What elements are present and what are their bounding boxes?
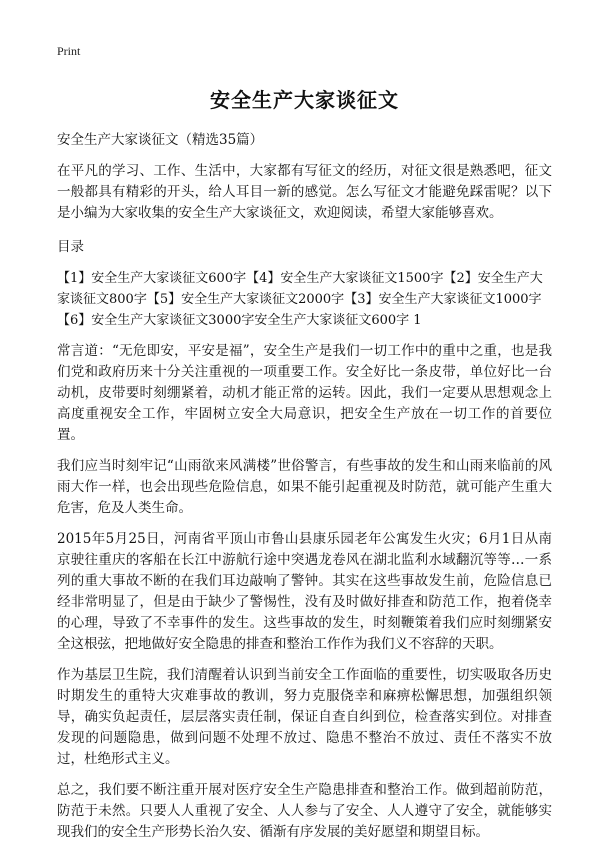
toc-item-3[interactable]: 【3】安全生产大家谈征文1000字 xyxy=(344,292,542,307)
toc-item-2[interactable]: 【2】安全生产大家谈征文800字 xyxy=(57,271,543,307)
body-paragraph-3: 2015年5月25日，河南省平顶山市鲁山县康乐园老年公寓发生火灾；6月1日从南京驶往重庆的客船在长江中游航行途中突遇龙卷风在湖北监利水域翻沉等等…一系列的重大事故不断的在我们耳边敲响了警钟。其实在这些事故发生前，危险信息已经非常明显了，但是由于缺少了警惕性，没有及时做好排查和防范工作，抱着侥幸的心理，导致了不幸事件的发生。这些事故的发生，时刻鞭策着我们应时刻绷紧安全这根弦，把地做好安全隐患的排查和整治工作作为我们义不容辞的天职。 xyxy=(57,531,552,652)
toc-item-4[interactable]: 【4】安全生产大家谈征文1500字 xyxy=(246,271,444,286)
body-paragraph-1: 常言道：“无危即安，平安是福”，安全生产是我们一切工作中的重中之重，也是我们党和政府历来十分关注重视的一项重要工作。安全好比一条皮带，单位好比一台动机，皮带要时刻绷紧着，动机才能正常的运转。因此，我们一定要从思想观念上高度重视安全工作，牢固树立安全大局意识，把安全生产放在一切工作的首要位置。 xyxy=(57,343,552,443)
toc-item-6[interactable]: 【6】安全生产大家谈征文3000字 xyxy=(57,313,255,328)
toc-item-5[interactable]: 【5】安全生产大家谈征文2000字 xyxy=(146,292,345,307)
print-link[interactable]: Print xyxy=(57,44,81,58)
body-paragraph-5: 总之，我们要不断注重开展对医疗安全生产隐患排查和整治工作。做到超前防范，防范于未然。只要人人重视了安全、人人参与了安全、人人遵守了安全，就能够实现我们的安全生产形势长治久安、循渐有序发展的美好愿望和期望目标。 xyxy=(57,782,552,840)
section-heading-1: 安全生产大家谈征文600字 1 xyxy=(254,313,422,328)
body-paragraph-2: 我们应当时刻牢记“山雨欲来风满楼”世俗警言，有些事故的发生和山雨来临前的风雨大作一样，也会出现些危险信息，如果不能引起重视及时防范，就可能产生重大危害，危及人类生命。 xyxy=(57,458,552,516)
intro-paragraph: 在平凡的学习、工作、生活中，大家都有写征文的经历，对征文很是熟悉吧，征文一般都具有精彩的开头，给人耳目一新的感觉。怎么写征文才能避免踩雷呢？以下是小编为大家收集的安全生产大家谈征文，欢迎阅读，希望大家能够喜欢。 xyxy=(57,163,552,221)
toc-item-1[interactable]: 【1】安全生产大家谈征文600字 xyxy=(57,271,247,286)
body-paragraph-4: 作为基层卫生院，我们清醒着认识到当前安全工作面临的重要性，切实吸取各历史时期发生的重特大灾难事故的教训，努力克服侥幸和麻痹松懈思想，加强组织领导，确实负起责任，层层落实责任制，保证自查自纠到位，检查落实到位。对排查发现的问题隐患，做到问题不处理不放过、隐患不整治不放过、责任不落实不放过，杜绝形式主义。 xyxy=(57,667,552,767)
document-title: 安全生产大家谈征文 xyxy=(210,88,399,112)
toc-heading: 目录 xyxy=(57,239,84,255)
document-subtitle: 安全生产大家谈征文（精选35篇） xyxy=(57,132,264,148)
table-of-contents xyxy=(57,268,552,331)
